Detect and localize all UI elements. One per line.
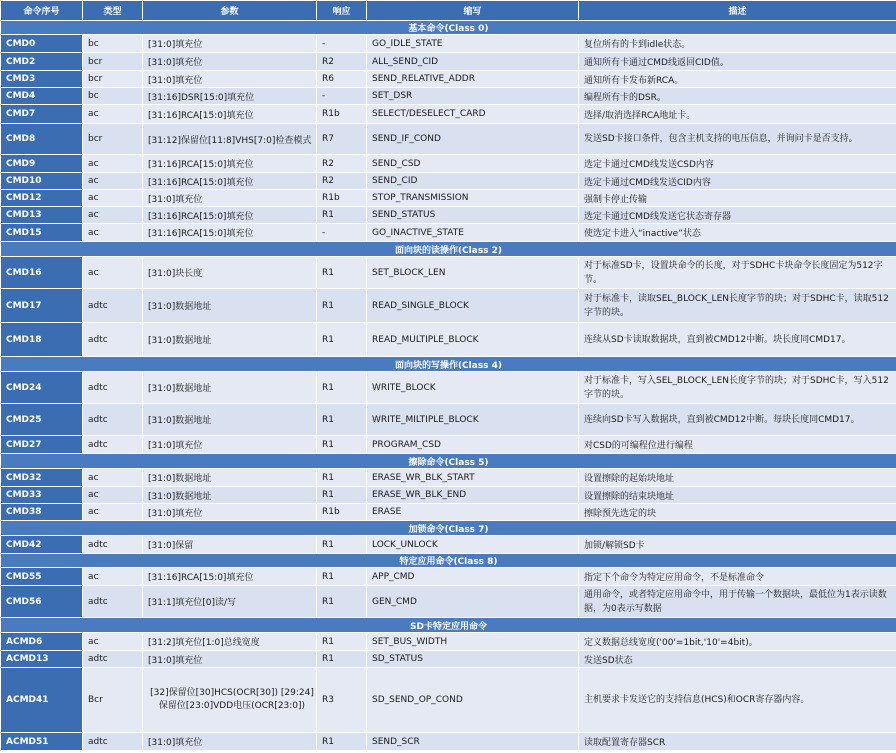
abbreviation: SET_DSR [367, 88, 579, 105]
command-type: ac [83, 105, 143, 124]
abbreviation: SET_BUS_WIDTH [367, 633, 579, 651]
argument: [32]保留位[30]HCS(OCR[30]) [29:24]保留位[23:0]VDD电压(OCR[23:0]) [143, 668, 317, 733]
section-title: SD卡特定应用命令 [1, 618, 896, 633]
command-type: bcr [83, 53, 143, 71]
column-header: 参数 [143, 1, 317, 21]
command-id: ACMD6 [1, 633, 83, 651]
response: R1 [317, 323, 367, 357]
abbreviation: SET_BLOCK_LEN [367, 257, 579, 289]
command-id: CMD24 [1, 372, 83, 404]
column-header: 响应 [317, 1, 367, 21]
command-type: adtc [83, 372, 143, 404]
column-header: 命令序号 [1, 1, 83, 21]
abbreviation: ALL_SEND_CID [367, 53, 579, 71]
description: 选定卡通过CMD线发送它状态寄存器 [579, 207, 896, 224]
description: 指定下个命令为特定应用命令，不是标准命令 [579, 568, 896, 586]
response: R1 [317, 733, 367, 751]
table-row [1, 633, 896, 651]
table-row [1, 289, 896, 323]
table-row [1, 372, 896, 404]
command-id: CMD8 [1, 124, 83, 155]
abbreviation: SEND_CSD [367, 155, 579, 173]
table-row [1, 733, 896, 751]
command-type: Bcr [83, 668, 143, 733]
command-id: CMD10 [1, 173, 83, 190]
description: 连续从SD卡读取数据块，直到被CMD12中断。块长度同CMD17。 [579, 323, 896, 357]
argument: [31:0]保留 [143, 536, 317, 554]
response: R1b [317, 190, 367, 207]
section-row [1, 357, 896, 372]
argument: [31:16]RCA[15:0]填充位 [143, 155, 317, 173]
section-row [1, 554, 896, 568]
response: R1 [317, 436, 367, 454]
abbreviation: APP_CMD [367, 568, 579, 586]
description: 强制卡停止传输 [579, 190, 896, 207]
table-row [1, 651, 896, 668]
table-row [1, 173, 896, 190]
table-row [1, 71, 896, 88]
command-id: CMD13 [1, 207, 83, 224]
description: 设置擦除的起始块地址 [579, 469, 896, 487]
abbreviation: READ_SINGLE_BLOCK [367, 289, 579, 323]
response: R6 [317, 71, 367, 88]
description: 擦除预先选定的块 [579, 504, 896, 521]
command-type: adtc [83, 586, 143, 618]
response: - [317, 35, 367, 53]
description: 通知所有卡通过CMD线返回CID值。 [579, 53, 896, 71]
command-type: bcr [83, 124, 143, 155]
description: 编程所有卡的DSR。 [579, 88, 896, 105]
argument: [31:16]RCA[15:0]填充位 [143, 207, 317, 224]
table-row [1, 88, 896, 105]
section-row [1, 618, 896, 633]
section-title: 加锁命令(Class 7) [1, 521, 896, 536]
argument: [31:0]填充位 [143, 35, 317, 53]
command-id: CMD4 [1, 88, 83, 105]
command-type: adtc [83, 436, 143, 454]
table-row [1, 323, 896, 357]
table-row [1, 469, 896, 487]
argument: [31:16]RCA[15:0]填充位 [143, 105, 317, 124]
command-id: CMD17 [1, 289, 83, 323]
description: 通知所有卡发布新RCA。 [579, 71, 896, 88]
response: R1 [317, 487, 367, 504]
command-type: adtc [83, 404, 143, 436]
argument: [31:0]数据地址 [143, 404, 317, 436]
description: 读取配置寄存器SCR [579, 733, 896, 751]
argument: [31:0]填充位 [143, 733, 317, 751]
abbreviation: ERASE_WR_BLK_END [367, 487, 579, 504]
command-type: adtc [83, 536, 143, 554]
table-row [1, 586, 896, 618]
response: R1 [317, 372, 367, 404]
argument: [31:0]填充位 [143, 190, 317, 207]
response: R1 [317, 633, 367, 651]
table-row [1, 568, 896, 586]
command-id: CMD33 [1, 487, 83, 504]
argument: [31:0]数据地址 [143, 289, 317, 323]
abbreviation: SEND_RELATIVE_ADDR [367, 71, 579, 88]
command-type: ac [83, 207, 143, 224]
section-row [1, 242, 896, 257]
section-title: 特定应用命令(Class 8) [1, 554, 896, 568]
command-id: CMD3 [1, 71, 83, 88]
response: R1 [317, 289, 367, 323]
command-id: CMD9 [1, 155, 83, 173]
description: 选择/取消选择RCA地址卡。 [579, 105, 896, 124]
description: 发送SD卡接口条件，包含主机支持的电压信息，并询问卡是否支持。 [579, 124, 896, 155]
command-type: ac [83, 257, 143, 289]
argument: [31:0]填充位 [143, 436, 317, 454]
argument: [31:0]填充位 [143, 53, 317, 71]
argument: [31:16]RCA[15:0]填充位 [143, 224, 317, 242]
table-row [1, 404, 896, 436]
abbreviation: SEND_STATUS [367, 207, 579, 224]
response: R1 [317, 404, 367, 436]
response: R1 [317, 568, 367, 586]
command-type: ac [83, 173, 143, 190]
abbreviation: WRITE_BLOCK [367, 372, 579, 404]
table-row [1, 536, 896, 554]
table-row [1, 504, 896, 521]
argument: [31:0]块长度 [143, 257, 317, 289]
argument: [31:0]数据地址 [143, 323, 317, 357]
argument: [31:0]数据地址 [143, 372, 317, 404]
description: 复位所有的卡到idle状态。 [579, 35, 896, 53]
table-row [1, 124, 896, 155]
command-type: ac [83, 568, 143, 586]
response: R3 [317, 668, 367, 733]
argument: [31:0]数据地址 [143, 487, 317, 504]
command-id: CMD15 [1, 224, 83, 242]
argument: [31:16]RCA[15:0]填充位 [143, 568, 317, 586]
command-id: ACMD13 [1, 651, 83, 668]
abbreviation: GO_IDLE_STATE [367, 35, 579, 53]
description: 对CSD的可编程位进行编程 [579, 436, 896, 454]
description: 通用命令，或者特定应用命令中，用于传输一个数据块，最低位为1表示读数据，为0表示写数据 [579, 586, 896, 618]
command-type: ac [83, 155, 143, 173]
command-id: ACMD51 [1, 733, 83, 751]
table-row [1, 207, 896, 224]
argument: [31:0]填充位 [143, 71, 317, 88]
command-id: CMD2 [1, 53, 83, 71]
argument: [31:16]DSR[15:0]填充位 [143, 88, 317, 105]
argument: [31:16]RCA[15:0]填充位 [143, 173, 317, 190]
abbreviation: STOP_TRANSMISSION [367, 190, 579, 207]
command-id: CMD25 [1, 404, 83, 436]
table-row [1, 190, 896, 207]
command-id: CMD18 [1, 323, 83, 357]
abbreviation: WRITE_MILTIPLE_BLOCK [367, 404, 579, 436]
argument: [31:0]数据地址 [143, 469, 317, 487]
abbreviation: SD_SEND_OP_COND [367, 668, 579, 733]
abbreviation: READ_MULTIPLE_BLOCK [367, 323, 579, 357]
argument: [31:1]填充位[0]读/写 [143, 586, 317, 618]
table-row [1, 436, 896, 454]
command-type: ac [83, 504, 143, 521]
description: 对于标准卡，读取SEL_BLOCK_LEN长度字节的块；对于SDHC卡，读取512字节的块。 [579, 289, 896, 323]
abbreviation: SELECT/DESELECT_CARD [367, 105, 579, 124]
abbreviation: LOCK_UNLOCK [367, 536, 579, 554]
command-id: CMD56 [1, 586, 83, 618]
command-type: ac [83, 469, 143, 487]
abbreviation: GEN_CMD [367, 586, 579, 618]
command-type: ac [83, 224, 143, 242]
command-type: adtc [83, 323, 143, 357]
abbreviation: SEND_SCR [367, 733, 579, 751]
command-id: CMD55 [1, 568, 83, 586]
description: 加锁/解锁SD卡 [579, 536, 896, 554]
command-id: CMD7 [1, 105, 83, 124]
argument: [31:0]填充位 [143, 651, 317, 668]
command-type: adtc [83, 289, 143, 323]
description: 发送SD状态 [579, 651, 896, 668]
response: R1b [317, 105, 367, 124]
response: R1 [317, 536, 367, 554]
description: 对于标准SD卡，设置块命令的长度，对于SDHC卡块命令长度固定为512字节。 [579, 257, 896, 289]
command-type: bcr [83, 71, 143, 88]
column-header: 缩写 [367, 1, 579, 21]
command-id: CMD0 [1, 35, 83, 53]
response: - [317, 88, 367, 105]
response: R1 [317, 469, 367, 487]
section-title: 擦除命令(Class 5) [1, 454, 896, 469]
abbreviation: PROGRAM_CSD [367, 436, 579, 454]
response: R1 [317, 586, 367, 618]
argument: [31:0]填充位 [143, 504, 317, 521]
command-id: ACMD41 [1, 668, 83, 733]
description: 连续向SD卡写入数据块，直到被CMD12中断。每块长度同CMD17。 [579, 404, 896, 436]
table-header-row [1, 1, 896, 21]
command-id: CMD42 [1, 536, 83, 554]
command-type: ac [83, 487, 143, 504]
description: 选定卡通过CMD线发送CID内容 [579, 173, 896, 190]
response: R2 [317, 53, 367, 71]
abbreviation: SD_STATUS [367, 651, 579, 668]
description: 主机要求卡发送它的支持信息(HCS)和OCR寄存器内容。 [579, 668, 896, 733]
description: 定义数据总线宽度('00'=1bit,'10'=4bit)。 [579, 633, 896, 651]
command-id: CMD16 [1, 257, 83, 289]
response: R1 [317, 257, 367, 289]
response: R2 [317, 155, 367, 173]
command-type: ac [83, 190, 143, 207]
abbreviation: ERASE [367, 504, 579, 521]
command-type: ac [83, 633, 143, 651]
section-row [1, 21, 896, 35]
response: R1 [317, 651, 367, 668]
section-title: 面向块的写操作(Class 4) [1, 357, 896, 372]
command-type: adtc [83, 651, 143, 668]
response: R1 [317, 207, 367, 224]
column-header: 类型 [83, 1, 143, 21]
command-type: bc [83, 35, 143, 53]
command-id: CMD27 [1, 436, 83, 454]
command-id: CMD32 [1, 469, 83, 487]
abbreviation: SEND_CID [367, 173, 579, 190]
table-row [1, 35, 896, 53]
table-row [1, 224, 896, 242]
table-row [1, 105, 896, 124]
column-header: 描述 [579, 1, 896, 21]
argument: [31:2]填充位[1:0]总线宽度 [143, 633, 317, 651]
description: 选定卡通过CMD线发送CSD内容 [579, 155, 896, 173]
response: R7 [317, 124, 367, 155]
table-row [1, 668, 896, 733]
command-id: CMD38 [1, 504, 83, 521]
table-row [1, 257, 896, 289]
command-id: CMD12 [1, 190, 83, 207]
description: 使选定卡进入“inactive”状态 [579, 224, 896, 242]
argument: [31:12]保留位[11:8]VHS[7:0]检查模式 [143, 124, 317, 155]
description: 设置擦除的结束块地址 [579, 487, 896, 504]
abbreviation: GO_INACTIVE_STATE [367, 224, 579, 242]
response: R2 [317, 173, 367, 190]
section-row [1, 454, 896, 469]
section-title: 面向块的读操作(Class 2) [1, 242, 896, 257]
section-title: 基本命令(Class 0) [1, 21, 896, 35]
description: 对于标准卡，写入SEL_BLOCK_LEN长度字节的块；对于SDHC卡，写入512字节的块。 [579, 372, 896, 404]
abbreviation: ERASE_WR_BLK_START [367, 469, 579, 487]
abbreviation: SEND_IF_COND [367, 124, 579, 155]
table-row [1, 155, 896, 173]
table-row [1, 487, 896, 504]
command-type: bc [83, 88, 143, 105]
section-row [1, 521, 896, 536]
table-row [1, 53, 896, 71]
command-type: adtc [83, 733, 143, 751]
response: R1b [317, 504, 367, 521]
response: - [317, 224, 367, 242]
